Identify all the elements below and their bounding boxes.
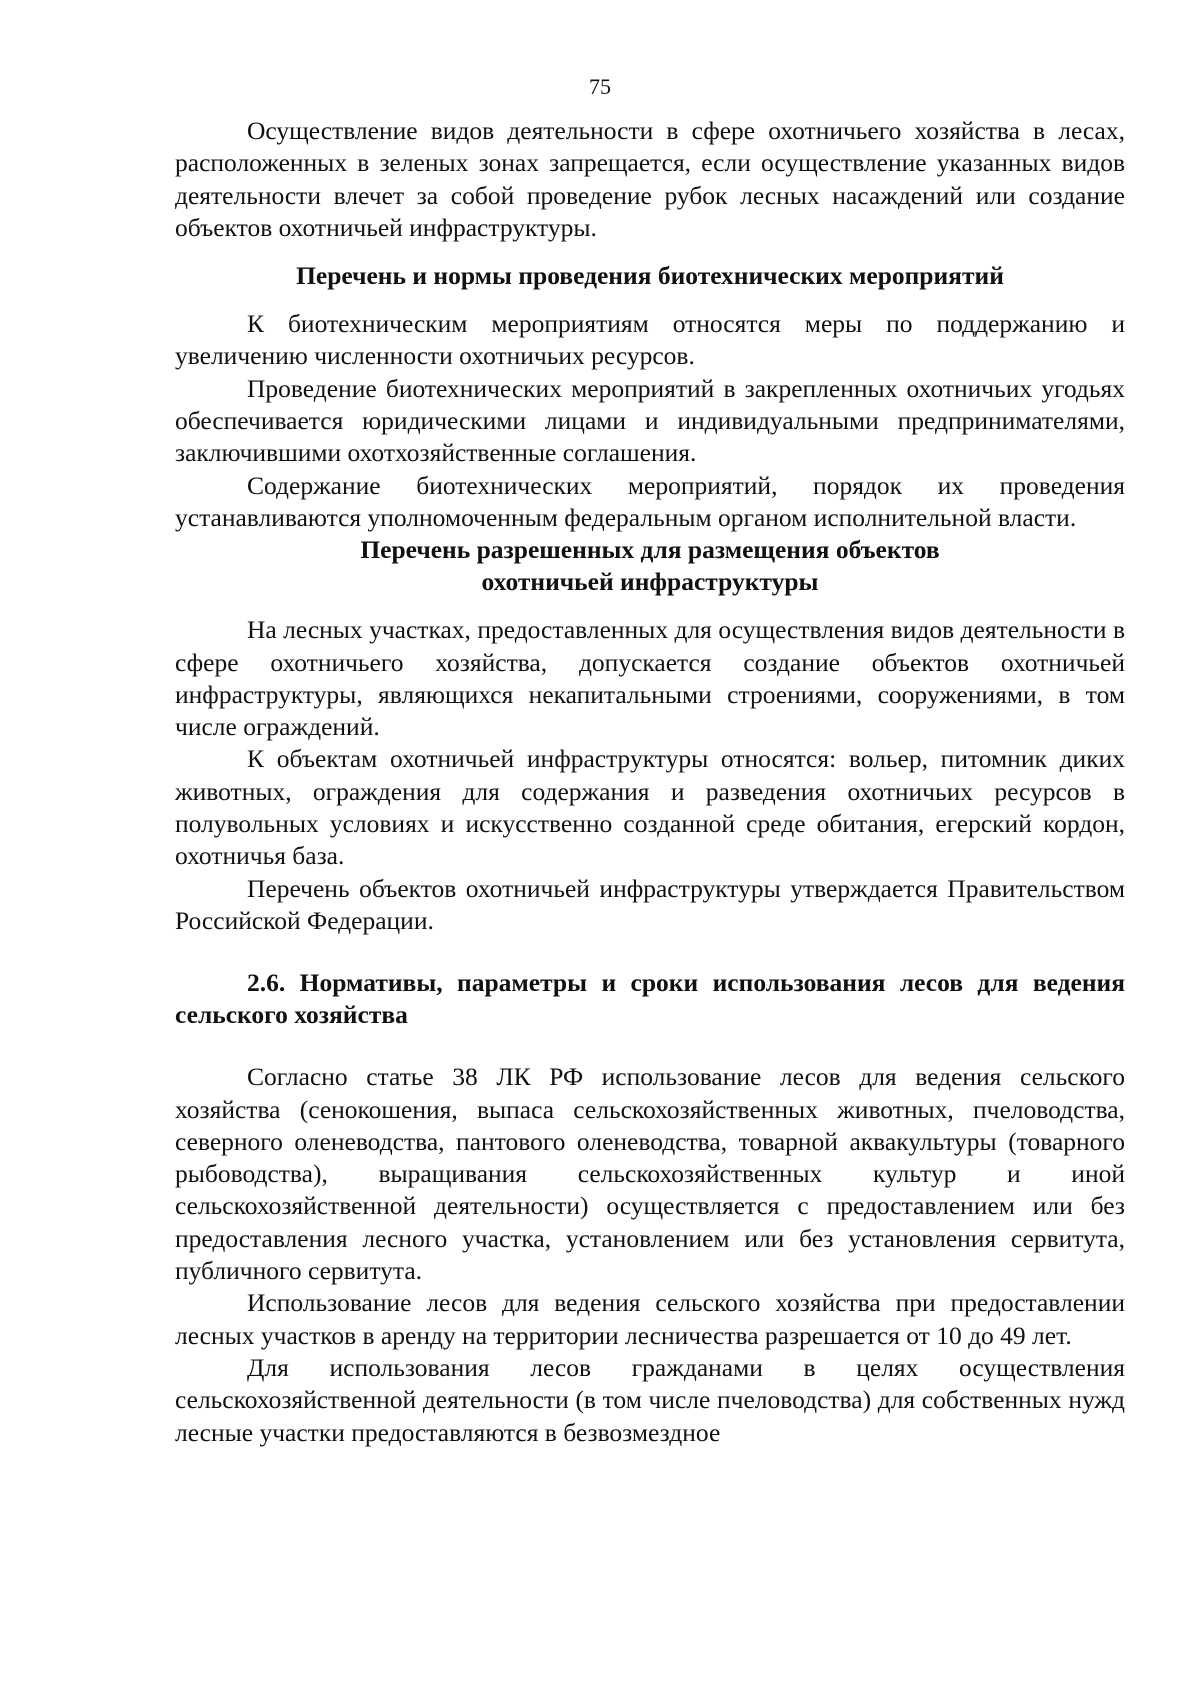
paragraph-citizens-use: Для использования лесов гражданами в целях осуществления сельскохозяйственной деятельности (в том числе пчеловодства) для собственных нужд лесные участки предоставляются в безвозмездное xyxy=(175,1352,1125,1447)
section-heading-2-6: 2.6. Нормативы, параметры и сроки использования лесов для ведения сельского хозяйства xyxy=(175,968,1125,1030)
paragraph-infrastructure-objects: К объектам охотничьей инфраструктуры относятся: вольер, питомник диких животных, ограждения для содержания и разведения охотничьих ресурсов в полувольных условиях и искусственно созданной среде обитания, егерский кордон, охотничья база. xyxy=(175,744,1125,871)
spacer xyxy=(175,244,1125,260)
document-body xyxy=(175,115,1125,1449)
paragraph-biotechnical-content: Содержание биотехнических мероприятий, порядок их проведения устанавливаются уполномоченным федеральным органом исполнительной власти. xyxy=(175,470,1125,532)
paragraph-article-38: Согласно статье 38 ЛК РФ использование лесов для ведения сельского хозяйства (сенокошения, выпаса сельскохозяйственных животных, пчеловодства, северного оленеводства, пантового оленеводства, товарной аквакультуры (товарного рыбоводства), выращивания сельскохозяйственных культур и иной сельскохозяйственной деятельности) осуществляется с предоставлением или без предоставления лесного участка, установлением или без установления сервитута, публичного сервитута. xyxy=(175,1062,1125,1286)
spacer xyxy=(175,1031,1125,1061)
heading-infrastructure-line-2: охотничьей инфраструктуры xyxy=(481,567,819,597)
page-number: 75 xyxy=(589,74,611,99)
spacer xyxy=(175,292,1125,308)
heading-infrastructure-line-1: Перечень разрешенных для размещения объектов xyxy=(360,535,940,565)
spacer xyxy=(175,598,1125,614)
paragraph-biotechnical-definition: К биотехническим мероприятиям относятся меры по поддержанию и увеличению численности охотничьих ресурсов. xyxy=(175,309,1125,371)
paragraph-infrastructure-list: Перечень объектов охотничьей инфраструктуры утверждается Правительством Российской Федерации. xyxy=(175,873,1125,935)
paragraph-infrastructure-creation: На лесных участках, предоставленных для осуществления видов деятельности в сфере охотничьего хозяйства, допускается создание объектов охотничьей инфраструктуры, являющихся некапитальными строениями, сооружениями, в том числе ограждений. xyxy=(175,615,1125,742)
paragraph-green-zones: Осуществление видов деятельности в сфере охотничьего хозяйства в лесах, расположенных в зеленых зонах запрещается, если осуществление указанных видов деятельности влечет за собой проведение рубок лесных насаждений или создание объектов охотничьей инфраструктуры. xyxy=(175,116,1125,242)
spacer xyxy=(175,937,1125,967)
paragraph-biotechnical-conduct: Проведение биотехнических мероприятий в закрепленных охотничьих угодьях обеспечивается юридическими лицами и индивидуальными предпринимателями, заключившими охотхозяйственные соглашения. xyxy=(175,373,1125,468)
heading-biotechnical-measures: Перечень и нормы проведения биотехнических мероприятий xyxy=(296,261,1004,291)
paragraph-lease-term: Использование лесов для ведения сельского хозяйства при предоставлении лесных участков в аренду на территории лесничества разрешается от 10 до 49 лет. xyxy=(175,1288,1125,1350)
